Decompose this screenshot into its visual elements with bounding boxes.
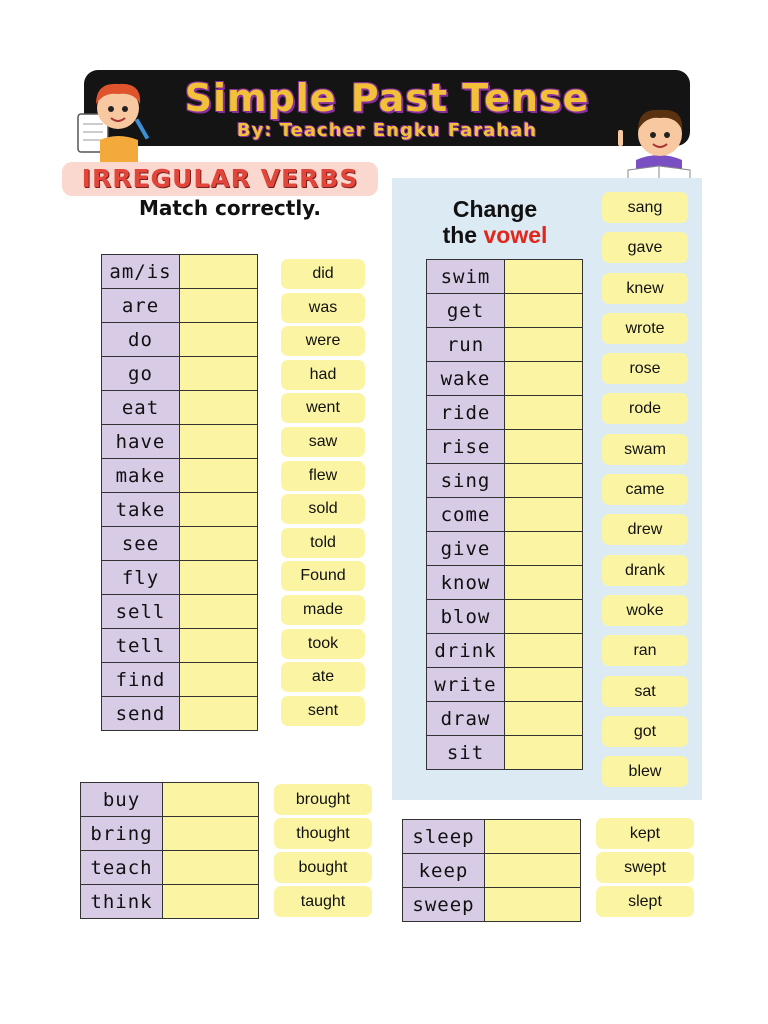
answer-drop-cell[interactable] (505, 702, 583, 736)
verb-cell: tell (102, 629, 180, 663)
answer-drop-cell[interactable] (505, 396, 583, 430)
answer-drop-cell[interactable] (505, 464, 583, 498)
word-chip[interactable]: rose (602, 353, 688, 384)
irregular-word-bank (281, 259, 365, 726)
verb-cell: fly (102, 561, 180, 595)
word-chip[interactable]: was (281, 293, 365, 323)
answer-drop-cell[interactable] (485, 854, 581, 888)
verb-cell: am/is (102, 255, 180, 289)
ept-word-bank (596, 818, 694, 917)
table-row (102, 323, 258, 357)
answer-drop-cell[interactable] (180, 629, 258, 663)
word-chip[interactable]: ran (602, 635, 688, 666)
answer-drop-cell[interactable] (505, 566, 583, 600)
table-row (102, 425, 258, 459)
answer-drop-cell[interactable] (180, 391, 258, 425)
verb-cell: rise (427, 430, 505, 464)
verb-cell: eat (102, 391, 180, 425)
word-chip[interactable]: gave (602, 232, 688, 263)
word-chip[interactable]: swam (602, 434, 688, 465)
word-chip[interactable]: brought (274, 784, 372, 815)
answer-drop-cell[interactable] (163, 817, 259, 851)
verb-cell: do (102, 323, 180, 357)
answer-drop-cell[interactable] (485, 888, 581, 922)
verb-cell: see (102, 527, 180, 561)
table-row (427, 294, 583, 328)
word-chip[interactable]: got (602, 716, 688, 747)
answer-drop-cell[interactable] (505, 634, 583, 668)
table-row (102, 595, 258, 629)
table-row (427, 668, 583, 702)
word-chip[interactable]: sold (281, 494, 365, 524)
table-row (427, 702, 583, 736)
change-vowel-title (420, 196, 570, 248)
ept-verbs-table (402, 819, 581, 922)
change-vowel-title-the: the (442, 222, 478, 248)
answer-drop-cell[interactable] (505, 260, 583, 294)
word-chip[interactable]: took (281, 629, 365, 659)
verb-cell: send (102, 697, 180, 731)
answer-drop-cell[interactable] (163, 885, 259, 919)
boy-reading-book-illustration (616, 100, 702, 188)
table-row (403, 820, 581, 854)
answer-drop-cell[interactable] (180, 255, 258, 289)
verb-cell: write (427, 668, 505, 702)
irregular-verbs-label: IRREGULAR VERBS (62, 162, 378, 196)
table-row (102, 663, 258, 697)
word-chip[interactable]: saw (281, 427, 365, 457)
word-chip[interactable]: did (281, 259, 365, 289)
verb-cell: get (427, 294, 505, 328)
verb-cell: have (102, 425, 180, 459)
answer-drop-cell[interactable] (505, 498, 583, 532)
answer-drop-cell[interactable] (180, 527, 258, 561)
table-row (102, 255, 258, 289)
answer-drop-cell[interactable] (505, 430, 583, 464)
word-chip[interactable]: drew (602, 514, 688, 545)
word-chip[interactable]: woke (602, 595, 688, 626)
word-chip[interactable]: told (281, 528, 365, 558)
verb-cell: sing (427, 464, 505, 498)
answer-drop-cell[interactable] (485, 820, 581, 854)
verb-cell: ride (427, 396, 505, 430)
verb-cell: give (427, 532, 505, 566)
answer-drop-cell[interactable] (163, 783, 259, 817)
table-row (427, 532, 583, 566)
table-row (81, 851, 259, 885)
answer-drop-cell[interactable] (180, 323, 258, 357)
answer-drop-cell[interactable] (505, 668, 583, 702)
word-chip[interactable]: wrote (602, 313, 688, 344)
answer-drop-cell[interactable] (505, 294, 583, 328)
verb-cell: are (102, 289, 180, 323)
table-row (81, 817, 259, 851)
answer-drop-cell[interactable] (180, 595, 258, 629)
word-chip[interactable]: drank (602, 555, 688, 586)
word-chip[interactable]: kept (596, 818, 694, 849)
table-row (81, 885, 259, 919)
verb-cell: draw (427, 702, 505, 736)
answer-drop-cell[interactable] (180, 357, 258, 391)
answer-drop-cell[interactable] (505, 532, 583, 566)
word-chip[interactable]: thought (274, 818, 372, 849)
answer-drop-cell[interactable] (180, 663, 258, 697)
table-row (102, 629, 258, 663)
word-chip[interactable]: made (281, 595, 365, 625)
word-chip[interactable]: blew (602, 756, 688, 787)
answer-drop-cell[interactable] (180, 459, 258, 493)
verb-cell: wake (427, 362, 505, 396)
table-row (102, 527, 258, 561)
title-banner (84, 70, 690, 146)
word-chip[interactable]: slept (596, 886, 694, 917)
table-row (427, 362, 583, 396)
ought-verbs-table (80, 782, 259, 919)
answer-drop-cell[interactable] (180, 697, 258, 731)
author-subtitle: By: Teacher Engku Farahah (236, 120, 538, 141)
answer-drop-cell[interactable] (180, 561, 258, 595)
table-row (81, 783, 259, 817)
table-row (427, 736, 583, 770)
verb-cell: find (102, 663, 180, 697)
table-row (102, 357, 258, 391)
table-row (427, 566, 583, 600)
word-chip[interactable]: flew (281, 461, 365, 491)
answer-drop-cell[interactable] (180, 493, 258, 527)
vowel-change-table (426, 259, 583, 770)
word-chip[interactable]: sent (281, 696, 365, 726)
table-row (102, 697, 258, 731)
change-vowel-title-vowel: vowel (483, 222, 548, 248)
word-chip[interactable]: sang (602, 192, 688, 223)
verb-cell: blow (427, 600, 505, 634)
answer-drop-cell[interactable] (505, 736, 583, 770)
irregular-verbs-table (101, 254, 258, 731)
verb-cell: think (81, 885, 163, 919)
verb-cell: go (102, 357, 180, 391)
ought-word-bank (274, 784, 372, 917)
answer-drop-cell[interactable] (505, 362, 583, 396)
verb-cell: come (427, 498, 505, 532)
verb-cell: sell (102, 595, 180, 629)
table-row (427, 600, 583, 634)
answer-drop-cell[interactable] (180, 425, 258, 459)
verb-cell: teach (81, 851, 163, 885)
verb-cell: keep (403, 854, 485, 888)
table-row (427, 464, 583, 498)
word-chip[interactable]: had (281, 360, 365, 390)
table-row (427, 396, 583, 430)
word-chip[interactable]: were (281, 326, 365, 356)
word-chip[interactable]: knew (602, 273, 688, 304)
page-title: Simple Past Tense (184, 76, 590, 120)
verb-cell: sit (427, 736, 505, 770)
table-row (427, 430, 583, 464)
answer-drop-cell[interactable] (505, 328, 583, 362)
word-chip[interactable]: swept (596, 852, 694, 883)
table-row (102, 459, 258, 493)
word-chip[interactable]: went (281, 393, 365, 423)
word-chip[interactable]: rode (602, 393, 688, 424)
verb-cell: run (427, 328, 505, 362)
verb-cell: swim (427, 260, 505, 294)
word-chip[interactable]: Found (281, 561, 365, 591)
answer-drop-cell[interactable] (163, 851, 259, 885)
verb-cell: buy (81, 783, 163, 817)
boy-with-notepad-illustration (72, 74, 164, 166)
table-row (403, 854, 581, 888)
verb-cell: make (102, 459, 180, 493)
word-chip[interactable]: came (602, 474, 688, 505)
table-row (403, 888, 581, 922)
word-chip[interactable]: taught (274, 886, 372, 917)
answer-drop-cell[interactable] (505, 600, 583, 634)
table-row (102, 561, 258, 595)
table-row (427, 634, 583, 668)
word-chip[interactable]: bought (274, 852, 372, 883)
word-chip[interactable]: sat (602, 676, 688, 707)
change-vowel-title-line1: Change (452, 196, 538, 222)
word-chip[interactable]: ate (281, 662, 365, 692)
verb-cell: drink (427, 634, 505, 668)
verb-cell: know (427, 566, 505, 600)
table-row (427, 328, 583, 362)
verb-cell: sweep (403, 888, 485, 922)
answer-drop-cell[interactable] (180, 289, 258, 323)
verb-cell: take (102, 493, 180, 527)
match-instruction: Match correctly. (139, 196, 321, 220)
table-row (102, 391, 258, 425)
table-row (427, 260, 583, 294)
table-row (102, 289, 258, 323)
table-row (102, 493, 258, 527)
vowel-word-bank (602, 192, 688, 787)
table-row (427, 498, 583, 532)
verb-cell: bring (81, 817, 163, 851)
verb-cell: sleep (403, 820, 485, 854)
